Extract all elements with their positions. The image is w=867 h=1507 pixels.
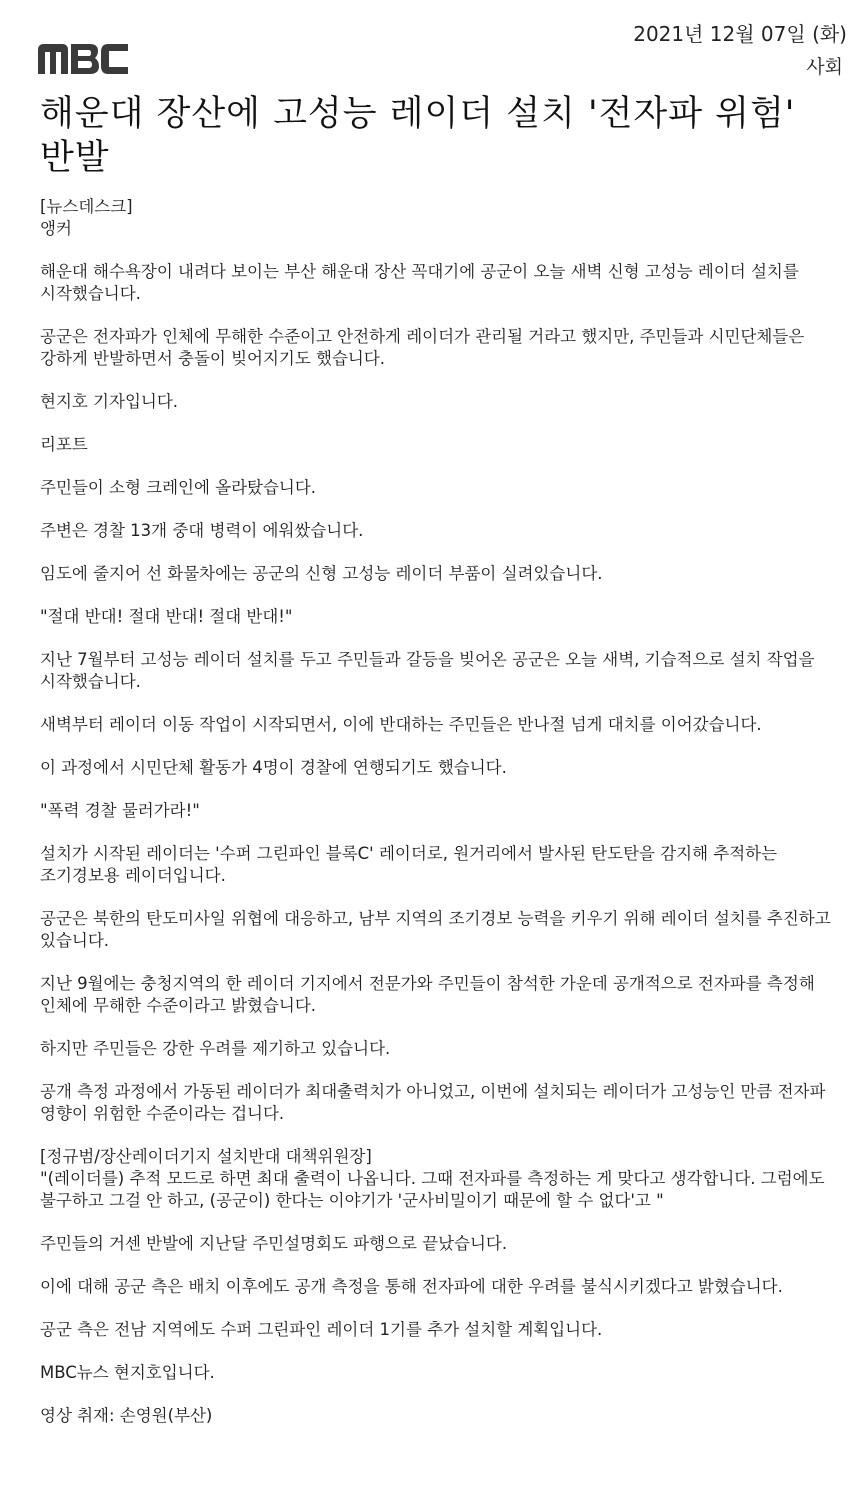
source-tag: [뉴스데스크] [40, 197, 133, 216]
paragraph: 주변은 경찰 13개 중대 병력이 에워쌌습니다. [40, 521, 364, 540]
interview-speaker: [정규범/장산레이더기지 설치반대 대책위원장] [40, 1147, 372, 1166]
paragraph: 공군은 북한의 탄도미사일 위협에 대응하고, 남부 지역의 조기경보 능력을 키우기 위해 레이더 설치를 추진하고 있습니다. [40, 909, 831, 950]
paragraph: 주민들의 거센 반발에 지난달 주민설명회도 파행으로 끝났습니다. [40, 1234, 508, 1253]
article-title: 해운대 장산에 고성능 레이더 설치 '전자파 위험' 반발 [40, 94, 796, 178]
article-category: 사회 [806, 56, 843, 78]
quote: "절대 반대! 절대 반대! 절대 반대!" [40, 607, 293, 626]
quote: "폭력 경찰 물러가라!" [40, 801, 200, 820]
mbc-logo[interactable] [38, 44, 128, 74]
paragraph: 공군 측은 전남 지역에도 수퍼 그린파인 레이더 1기를 추가 설치할 계획입니다. [40, 1320, 603, 1339]
article-date: 2021년 12월 07일 (화) [633, 22, 847, 46]
paragraph: 설치가 시작된 레이더는 '수퍼 그린파인 블록C' 레이더로, 원거리에서 발사된 탄도탄을 감지해 추적하는 조기경보용 레이더입니다. [40, 844, 778, 885]
paragraph: 하지만 주민들은 강한 우려를 제기하고 있습니다. [40, 1039, 391, 1058]
article-header [0, 0, 867, 80]
paragraph: 해운대 해수욕장이 내려다 보이는 부산 해운대 장산 꼭대기에 공군이 오늘 새벽 신형 고성능 레이더 설치를 시작했습니다. [40, 262, 799, 303]
interview-quote: "(레이더를) 추적 모드로 하면 최대 출력이 나옵니다. 그때 전자파를 측정하는 게 맞다고 생각합니다. 그럼에도 불구하고 그걸 안 하고, (공군이) 한다는 이야기가 '군사비밀이기 때문에 할 수 없다'고 " [40, 1169, 825, 1210]
paragraph: 새벽부터 레이더 이동 작업이 시작되면서, 이에 반대하는 주민들은 반나절 넘게 대치를 이어갔습니다. [40, 715, 762, 734]
paragraph: 공개 측정 과정에서 가동된 레이더가 최대출력치가 아니었고, 이번에 설치되는 레이더가 고성능인 만큼 전자파 영향이 위험한 수준이라는 겁니다. [40, 1082, 826, 1123]
paragraph: 공군은 전자파가 인체에 무해한 수준이고 안전하게 레이더가 관리될 거라고 했지만, 주민들과 시민단체들은 강하게 반발하면서 충돌이 빚어지기도 했습니다. [40, 327, 805, 368]
paragraph: 임도에 줄지어 선 화물차에는 공군의 신형 고성능 레이더 부품이 실려있습니다. [40, 564, 603, 583]
paragraph: 주민들이 소형 크레인에 올라탔습니다. [40, 478, 317, 497]
video-credit: 영상 취재: 손영원(부산) [40, 1406, 213, 1425]
paragraph: 이 과정에서 시민단체 활동가 4명이 경찰에 연행되기도 했습니다. [40, 758, 507, 777]
article-body [40, 196, 840, 1448]
reporter-signoff: MBC뉴스 현지호입니다. [40, 1363, 215, 1382]
paragraph: 현지호 기자입니다. [40, 392, 179, 411]
paragraph: 이에 대해 공군 측은 배치 이후에도 공개 측정을 통해 전자파에 대한 우려를 불식시키겠다고 밝혔습니다. [40, 1277, 783, 1296]
paragraph: 지난 7월부터 고성능 레이더 설치를 두고 주민들과 갈등을 빚어온 공군은 오늘 새벽, 기습적으로 설치 작업을 시작했습니다. [40, 650, 815, 691]
paragraph: 지난 9월에는 충청지역의 한 레이더 기지에서 전문가와 주민들이 참석한 가운데 공개적으로 전자파를 측정해 인체에 무해한 수준이라고 밝혔습니다. [40, 974, 815, 1015]
report-label: 리포트 [40, 435, 88, 454]
anchor-label: 앵커 [40, 219, 72, 238]
